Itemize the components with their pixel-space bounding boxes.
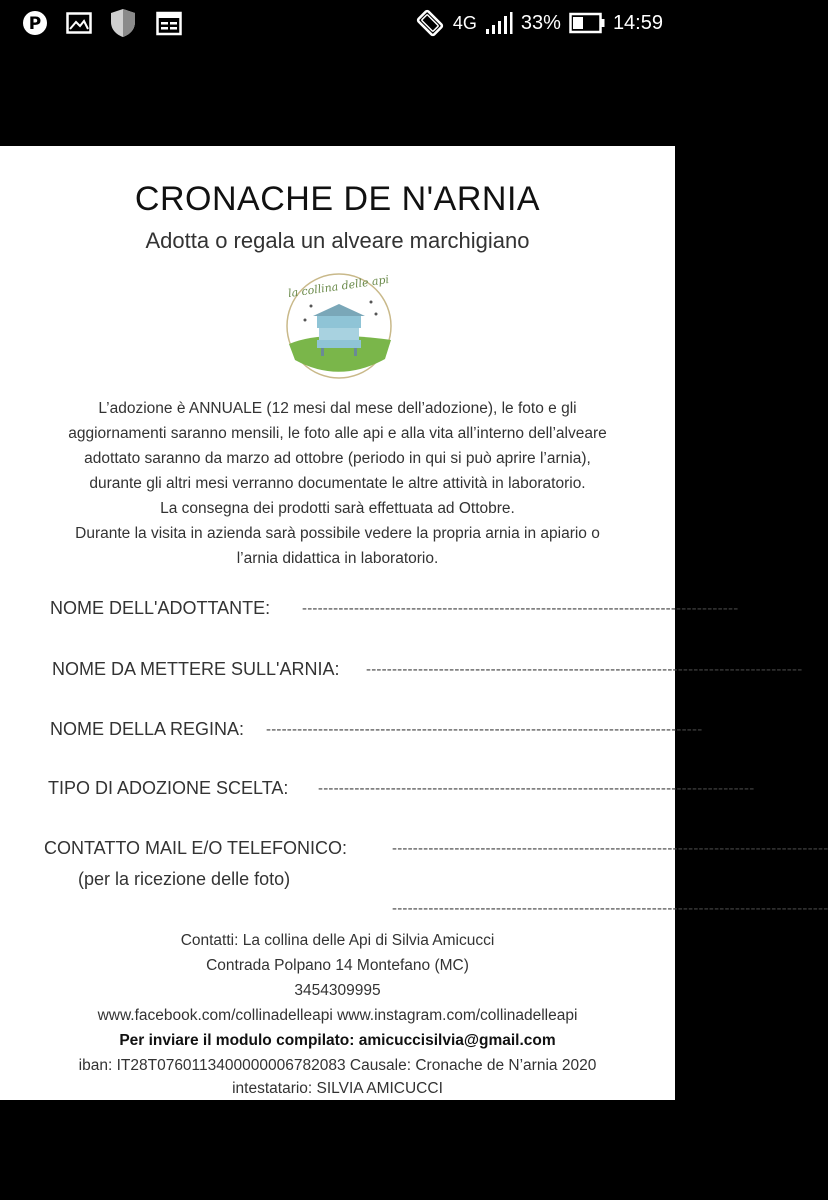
pinterest-icon[interactable] (22, 10, 48, 36)
contact-note: (per la ricezione delle foto) (78, 869, 291, 889)
paragraph-line: l’arnia didattica in laboratorio. (236, 550, 439, 567)
footer-send-instructions (0, 1032, 675, 1050)
paragraph-line: L’adozione è ANNUALE (12 mesi dal mese dell’adozione), le foto e gli (98, 400, 577, 417)
shield-icon[interactable] (110, 8, 136, 38)
status-bar (0, 0, 675, 48)
contact-line-2[interactable]: ------------------------------------------------------------------------------------ (392, 900, 828, 917)
queen-name-label: NOME DELLA REGINA: (50, 719, 245, 739)
footer-holder: intestatario: SILVIA AMICUCCI (232, 1080, 443, 1097)
paragraph-line: La consegna dei prodotti sarà effettuata ad Ottobre. (160, 500, 515, 517)
footer-iban: iban: IT28T0760113400000006782083 Causale: Cronache de N’arnia 2020 (78, 1057, 597, 1074)
footer-phone: 3454309995 (294, 982, 381, 999)
battery-icon (569, 12, 605, 34)
signal-icon (485, 11, 513, 35)
document-title: CRONACHE DE N'ARNIA (134, 180, 541, 218)
adoption-type-label: TIPO DI ADOZIONE SCELTA: (48, 778, 289, 798)
logo-text: la collina delle api (287, 273, 390, 301)
hive-name-label: NOME DA METTERE SULL'ARNIA: (52, 659, 340, 679)
image-icon[interactable] (66, 12, 92, 34)
contact-label: CONTATTO MAIL E/O TELEFONICO: (44, 838, 348, 858)
network-type: 4G (452, 12, 477, 33)
contact-line[interactable]: ------------------------------------------------------------------------------------ (392, 840, 828, 857)
logo-beehive (281, 264, 397, 384)
adopter-name-line[interactable]: ------------------------------------------------------------------------------------ (302, 600, 739, 617)
paragraph-line: adottato saranno da marzo ad ottobre (periodo in qui si può aprire l’arnia), (84, 450, 591, 467)
adopter-name-label: NOME DELL'ADOTTANTE: (50, 598, 271, 618)
hive-name-line[interactable]: ------------------------------------------------------------------------------------ (366, 661, 803, 678)
adoption-type-line[interactable]: ------------------------------------------------------------------------------------ (318, 780, 755, 797)
svg-text:P: P (28, 14, 42, 34)
paragraph-line: durante gli altri mesi verranno documentate le altre attività in laboratorio. (89, 475, 586, 492)
email-link[interactable]: amicuccisilvia@gmail.com (358, 1032, 556, 1049)
queen-name-line[interactable]: ------------------------------------------------------------------------------------ (266, 721, 703, 738)
calendar-icon[interactable] (156, 10, 182, 36)
footer-social-links[interactable]: www.facebook.com/collinadelleapi www.instagram.com/collinadelleapi (97, 1007, 578, 1024)
rotation-icon[interactable] (415, 8, 445, 38)
footer-contacts: Contatti: La collina delle Api di Silvia Amicucci (180, 932, 495, 949)
paragraph-line: aggiornamenti saranno mensili, le foto alle api e alla vita all’interno dell’alveare (68, 425, 607, 442)
paragraph-line: Durante la visita in azienda sarà possibile vedere la propria arnia in apiario o (75, 525, 600, 542)
footer-address: Contrada Polpano 14 Montefano (MC) (206, 957, 469, 974)
document-subtitle: Adotta o regala un alveare marchigiano (145, 228, 530, 253)
document-page (0, 146, 828, 1100)
status-right (415, 8, 663, 38)
send-label: Per inviare il modulo compilato: (119, 1032, 355, 1049)
battery-percent: 33% (520, 11, 561, 34)
clock: 14:59 (612, 11, 663, 34)
